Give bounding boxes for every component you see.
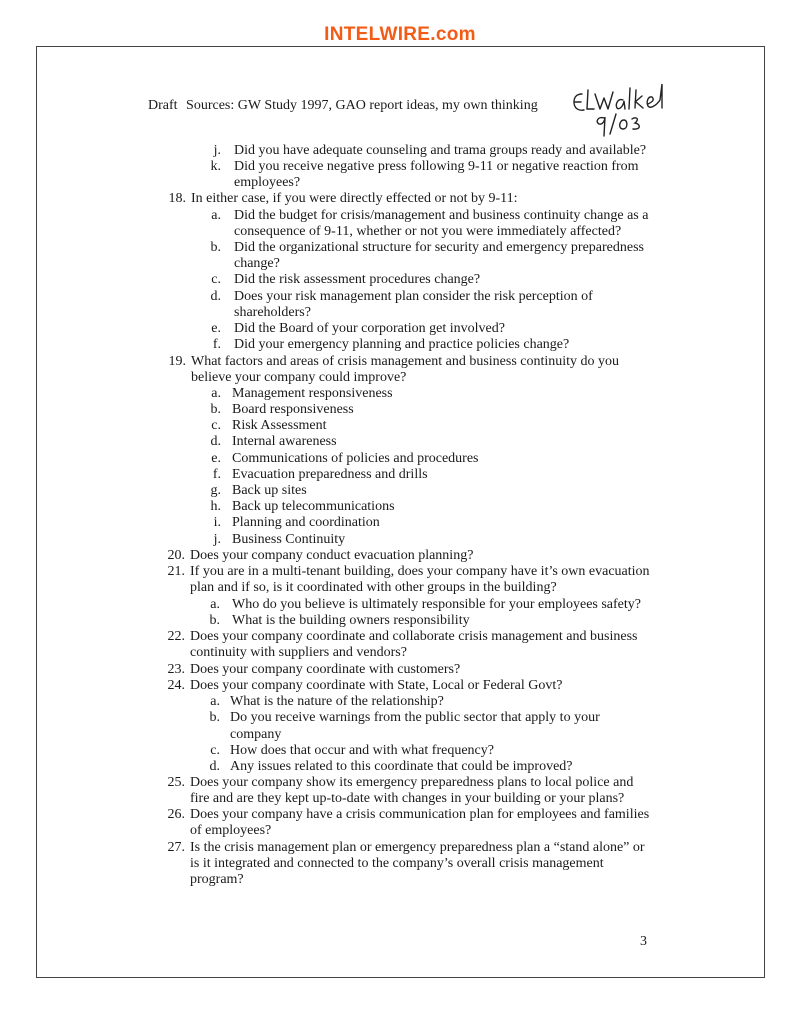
question-line: employees? bbox=[234, 175, 301, 190]
question-line: What is the building owners responsibility bbox=[232, 613, 470, 628]
list-marker: c. bbox=[210, 743, 220, 758]
list-marker: b. bbox=[209, 710, 220, 725]
question-line: Does your company coordinate and collaborate crisis management and business bbox=[190, 629, 638, 644]
question-line: If you are in a multi-tenant building, does your company have it’s own evacuation bbox=[190, 564, 650, 579]
sources-text: Sources: GW Study 1997, GAO report ideas, my own thinking bbox=[186, 98, 538, 113]
question-line: continuity with suppliers and vendors? bbox=[190, 645, 407, 660]
question-line: Any issues related to this coordinate that could be improved? bbox=[230, 759, 573, 774]
question-line: Risk Assessment bbox=[232, 418, 327, 433]
list-marker: k. bbox=[210, 159, 221, 174]
question-line: Did you receive negative press following 9-11 or negative reaction from bbox=[234, 159, 639, 174]
question-line: program? bbox=[190, 872, 244, 887]
question-line: What is the nature of the relationship? bbox=[230, 694, 444, 709]
question-line: consequence of 9-11, whether or not you were immediately affected? bbox=[234, 224, 622, 239]
list-marker: 24. bbox=[167, 678, 185, 693]
list-marker: d. bbox=[210, 289, 221, 304]
list-marker: d. bbox=[209, 759, 220, 774]
list-marker: f. bbox=[212, 337, 221, 352]
list-marker: e. bbox=[211, 321, 221, 336]
list-marker: a. bbox=[210, 694, 220, 709]
question-line: Does your risk management plan consider the risk perception of bbox=[234, 289, 593, 304]
question-line: Business Continuity bbox=[232, 532, 346, 547]
list-marker: 25. bbox=[167, 775, 185, 790]
list-marker: f. bbox=[212, 467, 221, 482]
list-marker: 27. bbox=[167, 840, 185, 855]
question-line: Back up sites bbox=[232, 483, 307, 498]
list-marker: a. bbox=[211, 386, 221, 401]
list-marker: e. bbox=[211, 451, 221, 466]
list-marker: c. bbox=[211, 272, 221, 287]
question-line: Planning and coordination bbox=[232, 515, 380, 530]
question-line: Who do you believe is ultimately responsible for your employees safety? bbox=[232, 597, 642, 612]
question-line: Does your company show its emergency preparedness plans to local police and bbox=[190, 775, 634, 790]
question-line: plan and if so, is it coordinated with other groups in the building? bbox=[190, 580, 557, 595]
question-line: Is the crisis management plan or emergency preparedness plan a “stand alone” or bbox=[190, 840, 645, 855]
question-line: Does your company have a crisis communication plan for employees and families bbox=[190, 807, 650, 822]
question-line: change? bbox=[234, 256, 280, 271]
list-marker: b. bbox=[209, 613, 220, 628]
list-marker: a. bbox=[211, 208, 221, 223]
question-line: Did the risk assessment procedures change? bbox=[234, 272, 481, 287]
question-line: Does your company coordinate with State, Local or Federal Govt? bbox=[190, 678, 563, 693]
list-marker: j. bbox=[213, 532, 221, 547]
page-number: 3 bbox=[640, 934, 647, 949]
question-line: In either case, if you were directly effected or not by 9-11: bbox=[191, 191, 518, 206]
question-line: Did your emergency planning and practice policies change? bbox=[234, 337, 570, 352]
question-line: Evacuation preparedness and drills bbox=[232, 467, 428, 482]
question-line: How does that occur and with what frequency? bbox=[230, 743, 494, 758]
question-line: Communications of policies and procedures bbox=[232, 451, 479, 466]
list-marker: i. bbox=[213, 515, 221, 530]
list-marker: j. bbox=[213, 143, 221, 158]
question-line: Did you have adequate counseling and trama groups ready and available? bbox=[234, 143, 647, 158]
list-marker: 26. bbox=[167, 807, 185, 822]
question-line: is it integrated and connected to the company’s overall crisis management bbox=[190, 856, 604, 871]
page-frame bbox=[36, 46, 765, 978]
question-line: believe your company could improve? bbox=[191, 370, 407, 385]
list-marker: g. bbox=[210, 483, 221, 498]
list-marker: b. bbox=[210, 240, 221, 255]
header-line bbox=[148, 98, 543, 114]
question-line: of employees? bbox=[190, 823, 272, 838]
list-marker: 23. bbox=[167, 662, 185, 677]
list-marker: 21. bbox=[167, 564, 185, 579]
question-line: What factors and areas of crisis management and business continuity do you bbox=[191, 354, 620, 369]
question-line: Did the Board of your corporation get involved? bbox=[234, 321, 505, 336]
list-marker: 18. bbox=[168, 191, 186, 206]
question-line: fire and are they kept up-to-date with changes in your building or your plans? bbox=[190, 791, 625, 806]
question-line: Management responsiveness bbox=[232, 386, 393, 401]
list-marker: 20. bbox=[167, 548, 185, 563]
question-line: company bbox=[230, 727, 282, 742]
question-line: Does your company coordinate with customers? bbox=[190, 662, 461, 677]
question-line: Internal awareness bbox=[232, 434, 337, 449]
question-line: Do you receive warnings from the public sector that apply to your bbox=[230, 710, 600, 725]
list-marker: h. bbox=[210, 499, 221, 514]
question-line: Did the organizational structure for security and emergency preparedness bbox=[234, 240, 644, 255]
list-marker: 22. bbox=[167, 629, 185, 644]
list-marker: a. bbox=[210, 597, 220, 612]
handwritten-signature bbox=[568, 82, 668, 142]
question-line: Did the budget for crisis/management and business continuity change as a bbox=[234, 208, 649, 223]
question-line: Board responsiveness bbox=[232, 402, 354, 417]
list-marker: 19. bbox=[168, 354, 186, 369]
site-watermark: INTELWIRE.com bbox=[324, 24, 476, 45]
question-line: Does your company conduct evacuation planning? bbox=[190, 548, 474, 563]
draft-label: Draft bbox=[148, 98, 178, 113]
list-marker: c. bbox=[211, 418, 221, 433]
list-marker: d. bbox=[210, 434, 221, 449]
list-marker: b. bbox=[210, 402, 221, 417]
question-line: shareholders? bbox=[234, 305, 311, 320]
question-line: Back up telecommunications bbox=[232, 499, 395, 514]
